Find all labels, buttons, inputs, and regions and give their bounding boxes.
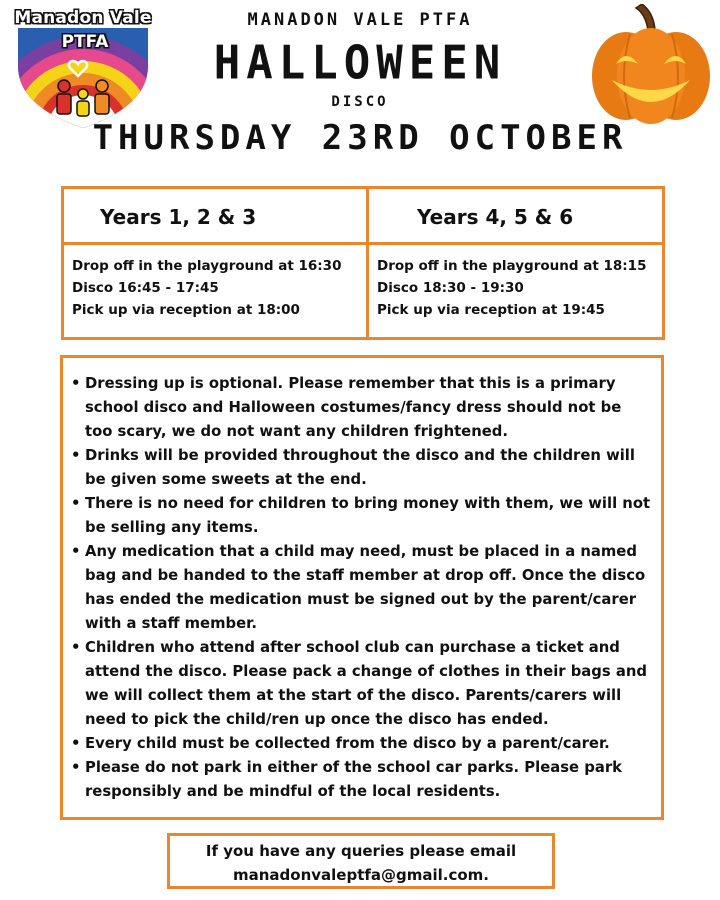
bullet-icon: • [71,735,81,752]
bullet-icon: • [71,759,81,776]
disco-time: Disco 16:45 - 17:45 [72,280,219,296]
list-item: • There is no need for children to bring money with them, we will not be selling any items. [71,492,651,540]
event-title: HALLOWEEN [213,36,507,91]
schedule-column-title: Years 1, 2 & 3 [64,189,366,245]
schedule-column-title: Years 4, 5 & 6 [369,189,662,245]
logo-badge: PTFA [61,32,109,52]
bullet-icon: • [71,495,81,512]
contact-box [167,833,555,889]
bullet-icon: • [71,447,81,464]
list-item: • Any medication that a child may need, must be placed in a named bag and be handed to the staff member at drop off. Once the disco has ended the medication must be signed out by the parent/carer with a staff member. [71,540,651,636]
pick-up-time: Pick up via reception at 18:00 [72,302,300,318]
list-item: • Drinks will be provided throughout the disco and the children will be given some sweets at the end. [71,444,651,492]
event-date: THURSDAY 23RD OCTOBER [92,118,628,158]
bullet-icon: • [71,375,81,392]
pick-up-time: Pick up via reception at 19:45 [377,302,605,318]
drop-off-time: Drop off in the playground at 16:30 [72,258,342,274]
bullet-icon: • [71,639,81,656]
contact-prompt: If you have any queries please email [205,842,517,860]
event-subtitle: DISCO [331,94,389,110]
schedule-table [61,186,665,340]
schedule-column-years-1-3 [64,189,369,337]
drop-off-time: Drop off in the playground at 18:15 [377,258,647,274]
bullet-icon: • [71,543,81,560]
list-item: • Children who attend after school club can purchase a ticket and attend the disco. Please pack a change of clothes in their bags and we will collect them at the start of the disco. Parents/carers will need to pick the child/ren up once the disco has ended. [71,636,651,732]
list-item: • Every child must be collected from the disco by a parent/carer. [71,732,651,756]
list-item: • Please do not park in either of the school car parks. Please park responsibly and be mindful of the local residents. [71,756,651,804]
organizer-name: MANADON VALE PTFA [247,10,473,30]
logo-title: Manadon Vale [14,8,152,28]
info-box [60,355,664,820]
contact-email[interactable]: manadonvaleptfa@gmail.com. [232,866,490,884]
disco-time: Disco 18:30 - 19:30 [377,280,524,296]
schedule-column-years-4-6 [369,189,662,337]
list-item: • Dressing up is optional. Please remember that this is a primary school disco and Halloween costumes/fancy dress should not be too scary, we do not want any children frightened. [71,372,651,444]
